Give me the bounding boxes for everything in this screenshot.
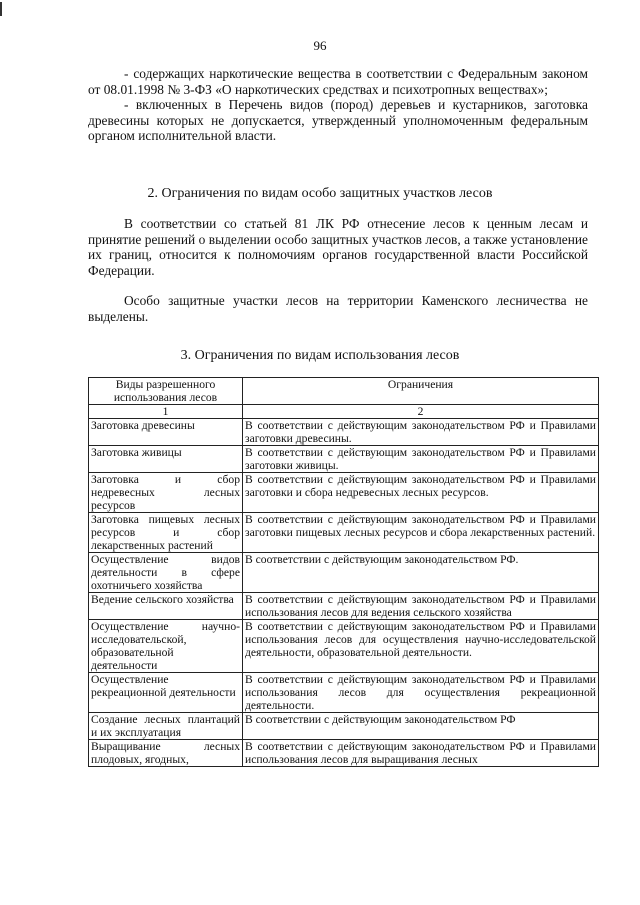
table-row [89,419,599,446]
restriction-cell: В соответствии с действующим законодательством РФ и Правилами использования лесов для выращивания лесных [243,740,599,767]
use-type-cell: Осуществление рекреационной деятельности [89,673,243,713]
restriction-cell: В соответствии с действующим законодательством РФ [243,713,599,740]
use-type-cell: Заготовка древесины [89,419,243,446]
table-row [89,593,599,620]
table-row [89,673,599,713]
restriction-cell: В соответствии с действующим законодательством РФ и Правилами использования лесов для ведения сельского хозяйства [243,593,599,620]
use-type-cell: Заготовка и сбор недревесных лесных ресурсов [89,473,243,513]
section2-title: 2. Ограничения по видам особо защитных участков лесов [147,186,493,201]
intro-list [88,66,588,144]
restriction-cell: В соответствии с действующим законодательством РФ и Правилами заготовки живицы. [243,446,599,473]
paragraph: Особо защитные участки лесов на территории Каменского лесничества не выделены. [88,293,588,324]
restriction-cell: В соответствии с действующим законодательством РФ. [243,553,599,593]
table-number-row [89,405,599,419]
column-header-types: Виды разрешенного использования лесов [89,378,243,405]
scan-edge-mark [0,2,2,16]
page-number: 96 [313,38,327,53]
table-row [89,473,599,513]
table-row [89,620,599,673]
column-number: 2 [243,405,599,419]
paragraph: В соответствии со статьей 81 ЛК РФ отнесение лесов к ценным лесам и принятие решений о выделении особо защитных участков лесов, а также установление их границ, относится к полномочиям органов государственной власти Российской Федерации. [88,216,588,278]
restriction-cell: В соответствии с действующим законодательством РФ и Правилами заготовки пищевых лесных ресурсов и сбора лекарственных растений. [243,513,599,553]
use-type-cell: Осуществление видов деятельности в сфере охотничьего хозяйства [89,553,243,593]
column-header-limits: Ограничения [243,378,599,405]
restrictions-table [88,377,599,767]
column-number: 1 [89,405,243,419]
use-type-cell: Создание лесных плантаций и их эксплуатация [89,713,243,740]
restriction-cell: В соответствии с действующим законодательством РФ и Правилами использования лесов для осуществления рекреационной деятельности. [243,673,599,713]
intro-item: - содержащих наркотические вещества в соответствии с Федеральным законом от 08.01.1998 № 3-ФЗ «О наркотических средствах и психотропных веществах»; [88,66,588,97]
table-header-row [89,378,599,405]
table-row [89,713,599,740]
table-row [89,513,599,553]
restriction-cell: В соответствии с действующим законодательством РФ и Правилами заготовки и сбора недревесных лесных ресурсов. [243,473,599,513]
section2-body [88,216,588,324]
use-type-cell: Выращивание лесных плодовых, ягодных, [89,740,243,767]
intro-item: - включенных в Перечень видов (пород) деревьев и кустарников, заготовка древесины которых не допускается, утвержденный уполномоченным федеральным органом исполнительной власти. [88,97,588,143]
table-row [89,553,599,593]
restriction-cell: В соответствии с действующим законодательством РФ и Правилами использования лесов для осуществления научно-исследовательской деятельности, образовательной деятельности. [243,620,599,673]
table-row [89,740,599,767]
restriction-cell: В соответствии с действующим законодательством РФ и Правилами заготовки древесины. [243,419,599,446]
use-type-cell: Осуществление научно-исследовательской, образовательной деятельности [89,620,243,673]
section3-title: 3. Ограничения по видам использования лесов [180,348,460,363]
table-row [89,446,599,473]
use-type-cell: Заготовка пищевых лесных ресурсов и сбор лекарственных растений [89,513,243,553]
use-type-cell: Ведение сельского хозяйства [89,593,243,620]
use-type-cell: Заготовка живицы [89,446,243,473]
